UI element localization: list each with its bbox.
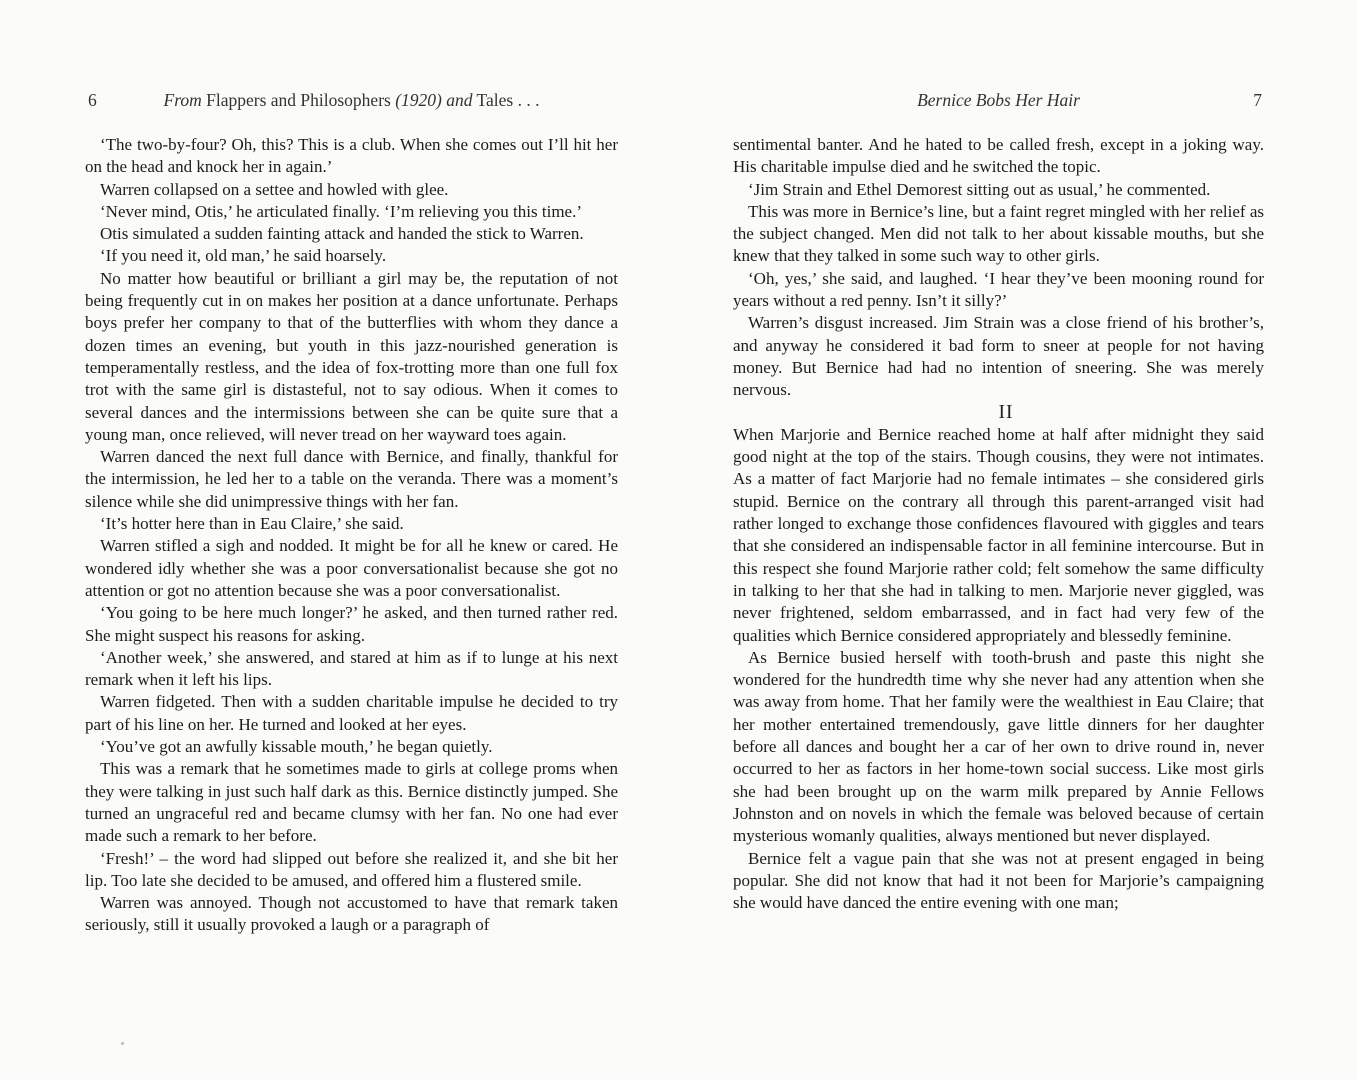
paragraph: Warren was annoyed. Though not accustomed to have that remark taken seriously, still it usually provoked a laugh or a paragraph of bbox=[85, 893, 618, 935]
paragraph: This was more in Bernice’s line, but a faint regret mingled with her relief as the subject changed. Men did not talk to her about kissable mouths, but she knew that they talked in some such way to other girls. bbox=[733, 201, 1264, 266]
paragraph: ‘Fresh!’ – the word had slipped out before she realized it, and she bit her lip. Too late she decided to be amused, and offered him a flustered smile. bbox=[85, 848, 618, 890]
paragraph: Warren’s disgust increased. Jim Strain was a close friend of his brother’s, and anyway he considered it bad form to sneer at people for not having money. But Bernice had had no intention of sneering. She was merely nervous. bbox=[733, 313, 1264, 400]
running-title-year: (1920) and bbox=[395, 90, 473, 110]
paragraph: ‘Jim Strain and Ethel Demorest sitting out as usual,’ he commented. bbox=[748, 179, 1211, 199]
paragraph: ‘Oh, yes,’ she said, and laughed. ‘I hear they’ve been mooning round for years without a red penny. Isn’t it silly?’ bbox=[733, 268, 1264, 311]
paragraph: Bernice felt a vague pain that she was not at present engaged in being popular. She did not know that had it not been for Marjorie’s campaigning she would have danced the entire evening with one man; bbox=[733, 848, 1264, 913]
paragraph: ‘Never mind, Otis,’ he articulated finally. ‘I’m relieving you this time.’ bbox=[100, 201, 582, 221]
paragraph: ‘Another week,’ she answered, and stared at him as if to lunge at his next remark when it left his lips. bbox=[85, 647, 618, 690]
running-header-right bbox=[733, 90, 1264, 114]
scan-speck bbox=[121, 1042, 124, 1045]
section-heading: II bbox=[998, 401, 1014, 423]
paragraph: ‘It’s hotter here than in Eau Claire,’ she said. bbox=[100, 514, 404, 534]
running-title-right: Bernice Bobs Her Hair bbox=[917, 90, 1080, 110]
running-title-book: Flappers and Philosophers bbox=[201, 90, 396, 110]
paragraph: ‘You’ve got an awfully kissable mouth,’ he began quietly. bbox=[100, 737, 493, 757]
paragraph: As Bernice busied herself with tooth-brush and paste this night she wondered for the hundredth time why she never had any attention when she was away from home. That her family were the wealthiest in Eau Claire; that her mother entertained tremendously, gave little dinners for her daughter before all dances and bought her a car of her own to drive round in, never occurred to her as factors in her home-town social success. Like most girls she had been brought up on the warm milk prepared by Annie Fellows Johnston and on novels in which the female was beloved because of certain mysterious womanly qualities, always mentioned but never displayed. bbox=[733, 647, 1264, 846]
page-number-left: 6 bbox=[88, 90, 97, 110]
paragraph: ‘If you need it, old man,’ he said hoarsely. bbox=[100, 246, 387, 266]
paragraph: sentimental banter. And he hated to be called fresh, except in a joking way. His charitable impulse died and he switched the topic. bbox=[733, 135, 1264, 177]
page-right-body bbox=[733, 134, 1264, 914]
paragraph: This was a remark that he sometimes made to girls at college proms when they were talking in just such half dark as this. Bernice distinctly jumped. She turned an ungraceful red and became clumsy with her fan. No one had ever made such a remark to her before. bbox=[85, 759, 618, 846]
paragraph: ‘You going to be here much longer?’ he asked, and then turned rather red. She might suspect his reasons for asking. bbox=[85, 603, 618, 645]
running-title-tales: Tales . . . bbox=[472, 90, 540, 110]
paragraph: ‘The two-by-four? Oh, this? This is a club. When she comes out I’ll hit her on the head and knock her in again.’ bbox=[85, 135, 618, 177]
paragraph: Warren stifled a sigh and nodded. It might be for all he knew or cared. He wondered idly whether she was a poor conversationalist because she got no attention or got no attention because she was a poor conversationalist. bbox=[85, 536, 618, 600]
paragraph: Warren danced the next full dance with Bernice, and finally, thankful for the intermission, he led her to a table on the veranda. There was a moment’s silence while she did unimpressive things with her fan. bbox=[85, 447, 618, 511]
paragraph: Otis simulated a sudden fainting attack and handed the stick to Warren. bbox=[100, 224, 584, 244]
page-right bbox=[733, 0, 1264, 1080]
paragraph: When Marjorie and Bernice reached home at half after midnight they said good night at the top of the stairs. Though cousins, they were not intimates. As a matter of fact Marjorie had no female intimates – she considered girls stupid. Bernice on the contrary all through this parent-arranged visit had rather longed to exchange those confidences flavoured with giggles and tears that she considered an indispensable factor in all feminine intercourse. But in this respect she found Marjorie rather cold; felt somehow the same difficulty in talking to her that she had in talking to men. Marjorie never giggled, was never frightened, seldom embarrassed, and in fact had very few of the qualities which Bernice considered appropriately and blessedly feminine. bbox=[733, 424, 1264, 645]
page-number-right: 7 bbox=[1253, 90, 1262, 110]
page-left-body bbox=[85, 134, 618, 937]
running-title-from: From bbox=[163, 90, 202, 110]
paragraph: Warren collapsed on a settee and howled with glee. bbox=[100, 179, 449, 199]
paragraph: No matter how beautiful or brilliant a girl may be, the reputation of not being frequently cut in on makes her position at a dance unfortunate. Perhaps boys prefer her company to that of the butterflies with whom they dance a dozen times an evening, but youth in this jazz-nourished generation is temperamentally restless, and the idea of fox-trotting more than one full fox trot with the same girl is distasteful, not to say odious. When it comes to several dances and the intermissions between she can be quite sure that a young man, once relieved, will never tread on her wayward toes again. bbox=[85, 268, 618, 444]
running-title-left bbox=[164, 90, 540, 110]
running-header-left bbox=[85, 90, 618, 114]
paragraph: Warren fidgeted. Then with a sudden charitable impulse he decided to try part of his line on her. He turned and looked at her eyes. bbox=[85, 692, 618, 734]
page-left bbox=[85, 0, 618, 1080]
